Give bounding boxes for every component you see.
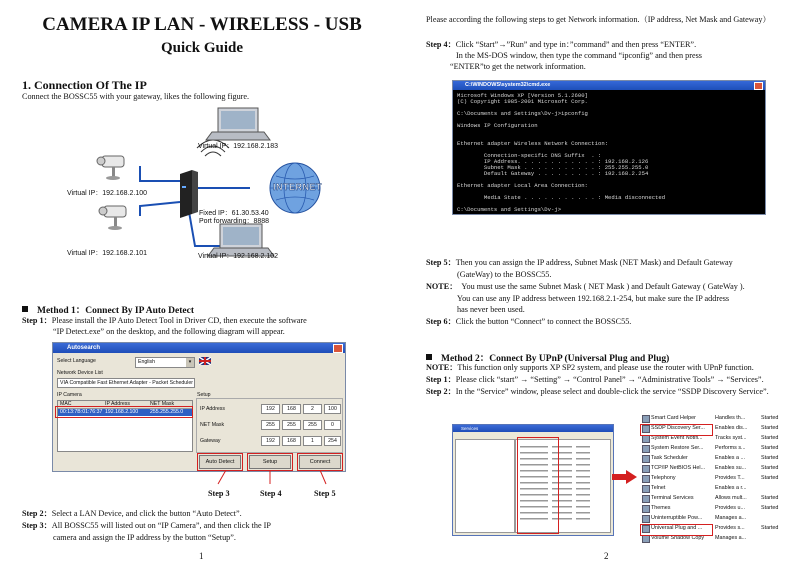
ssdp-highlight <box>640 424 713 436</box>
service-name: Terminal Services <box>651 495 694 501</box>
step-arrows <box>0 470 404 490</box>
service-description: Allows mult... <box>715 495 747 501</box>
service-name: Themes <box>651 505 671 511</box>
autosearch-titlebar <box>53 343 345 353</box>
service-name: Volume Shadow Copy <box>651 535 705 541</box>
step1-label: Step 1： <box>22 316 52 325</box>
ip-octet-4[interactable]: 100 <box>324 404 341 414</box>
setup-button[interactable]: Setup <box>249 455 291 469</box>
service-name: Uninterruptible Pow... <box>651 515 703 521</box>
cmd-line: C:\Documents and Settings\Dv-j>ipconfig <box>457 110 588 117</box>
step3-label: Step 3： <box>22 521 52 530</box>
network-device-list-label: Network Device List <box>57 370 103 376</box>
step5-text: Then you can assign the IP address, Subnet Mask (NET Mask) and Default Gateway <box>455 258 733 267</box>
mask-octet-2[interactable]: 255 <box>282 420 301 430</box>
service-name: Telephony <box>651 475 676 481</box>
laptop-bottom-icon <box>208 224 274 256</box>
service-description: Handles th... <box>715 415 746 421</box>
zoom-arrow <box>612 470 638 484</box>
service-row[interactable] <box>639 503 789 513</box>
service-description: Enables su... <box>715 465 747 471</box>
service-row[interactable] <box>639 493 789 503</box>
camera-2-icon <box>99 206 126 230</box>
mask-octet-1[interactable]: 255 <box>261 420 280 430</box>
document-title: CAMERA IP LAN - WIRELESS - USB <box>42 14 362 35</box>
connect-button[interactable]: Connect <box>299 455 341 469</box>
bullet-square-icon <box>426 354 432 360</box>
document-subtitle: Quick Guide <box>160 40 244 56</box>
method1-heading <box>22 302 194 316</box>
service-name: TCP/IP NetBIOS Hel... <box>651 465 706 471</box>
service-row[interactable] <box>639 453 789 463</box>
section1-heading: 1. Connection Of The IP <box>22 78 147 92</box>
step2-line <box>22 509 242 520</box>
ip-octet-3[interactable]: 2 <box>303 404 322 414</box>
cmd-line: (C) Copyright 1985-2001 Microsoft Corp. <box>457 98 588 105</box>
gear-icon <box>642 495 650 503</box>
row-mac: 00:13:7B:01:76:37 <box>60 409 103 415</box>
cmd-title: C:\WINDOWS\system32\cmd.exe <box>465 82 551 88</box>
service-description: Provides T... <box>715 475 745 481</box>
connect-highlight <box>297 453 343 471</box>
language-select[interactable] <box>135 357 195 368</box>
service-status: Started <box>761 525 779 531</box>
mask-octet-3[interactable]: 255 <box>303 420 322 430</box>
cmd-output <box>453 90 765 214</box>
method2-heading-text: Method 2：Connect By UPnP (Universal Plug and Plug) <box>441 354 670 364</box>
service-status: Started <box>761 465 779 471</box>
autosearch-window <box>52 342 346 472</box>
service-status: Started <box>761 425 779 431</box>
note2-text: This function only supports XP SP2 system, and please use the router with UPnP function. <box>457 363 754 372</box>
step4-line3: “ENTER”to get the network information. <box>450 62 586 71</box>
gw-octet-2[interactable]: 168 <box>282 436 301 446</box>
service-status: Started <box>761 445 779 451</box>
select-language-label: Select Language <box>57 358 96 364</box>
note-line1 <box>426 282 745 293</box>
cmd-window <box>452 80 766 215</box>
step1-line1 <box>22 316 307 327</box>
gw-octet-4[interactable]: 254 <box>324 436 341 446</box>
row-ip: 192.168.2.100 <box>105 409 139 415</box>
mask-octet-4[interactable]: 0 <box>324 420 341 430</box>
virtual-ip-100-label: Virtual IP：192.168.2.100 <box>67 190 148 197</box>
auto-detect-button[interactable]: Auto Detect <box>199 455 241 469</box>
port-forwarding-label: Port forwarding：8888 <box>199 218 270 225</box>
cmd-line: Microsoft Windows XP [Version 5.1.2600] <box>457 92 588 99</box>
setup-highlight <box>247 453 293 471</box>
language-value: English <box>138 359 156 365</box>
service-row[interactable] <box>639 513 789 523</box>
service-description: Manages a... <box>715 515 747 521</box>
m2-step1-label: Step 1： <box>426 375 456 384</box>
step4-label: Step 4： <box>426 40 456 49</box>
note2-label: NOTE： <box>426 363 458 372</box>
service-description: Provides s... <box>715 525 745 531</box>
gear-icon <box>642 465 650 473</box>
cmd-line: Media State . . . . . . . . . . . : Media disconnected <box>457 194 666 201</box>
service-name: Universal Plug and ... <box>651 525 703 531</box>
m2-step2-text: In the “Service” window, please select and double-click the service “SSDP Discovery Service”. <box>455 387 769 396</box>
ip-octet-1[interactable]: 192 <box>261 404 280 414</box>
ip-address-label: IP Address <box>200 406 225 412</box>
m2-step2-line <box>426 387 769 398</box>
step1-line2: “IP Detect.exe” on the desktop, and the following diagram will appear. <box>53 327 285 336</box>
cmd-line: IP Address. . . . . . . . . . . . : 192.168.2.126 <box>457 158 649 165</box>
step6-line <box>426 317 631 328</box>
gear-icon <box>642 515 650 523</box>
gw-octet-1[interactable]: 192 <box>261 436 280 446</box>
step5-label: Step 5： <box>426 258 456 267</box>
service-name: System Event Notifi... <box>651 435 703 441</box>
services-tree[interactable] <box>455 439 515 533</box>
service-name: Task Scheduler <box>651 455 688 461</box>
service-name: Telnet <box>651 485 666 491</box>
gear-icon <box>642 455 650 463</box>
method1-heading-text: Method 1：Connect By IP Auto Detect <box>37 306 194 316</box>
step6-text: Click the button “Connect” to connect the BOSSC55. <box>455 317 632 326</box>
camera-row-highlight <box>55 406 193 418</box>
note-line2: You can use any IP address between 192.168.2.1-254, but make sure the IP address <box>457 294 730 303</box>
step5-caption: Step 5 <box>314 489 336 498</box>
service-name: System Restore Ser... <box>651 445 704 451</box>
step3-text: All BOSSC55 will listed out on “IP Camera”, and then click the IP <box>51 521 271 530</box>
services-titlebar: Services <box>453 425 613 432</box>
services-list-highlight <box>517 437 559 534</box>
gear-icon <box>642 535 650 543</box>
bullet-square-icon <box>22 306 28 312</box>
cmd-line: Subnet Mask . . . . . . . . . . . : 255.255.255.0 <box>457 164 649 171</box>
cmd-line: Ethernet adapter Local Area Connection: <box>457 182 588 189</box>
ip-camera-label: IP Camera <box>57 392 82 398</box>
m2-step2-label: Step 2： <box>426 387 456 396</box>
step3-line2: camera and assign the IP address by the button “Setup”. <box>53 533 236 542</box>
device-value: VIA Compatible Fast Ethernet Adapter - Packet Scheduler <box>60 380 193 386</box>
gear-icon <box>642 415 650 423</box>
service-status: Started <box>761 455 779 461</box>
service-description: Manages a... <box>715 535 747 541</box>
step2-label: Step 2： <box>22 509 52 518</box>
note-line3: has never been used. <box>457 305 525 314</box>
m2-step1-text: Please click “start” → “Setting” → “Control Panel” → “Administrative Tools” → “Services”. <box>455 375 764 384</box>
close-icon[interactable] <box>333 344 343 353</box>
service-description: Enables dis... <box>715 425 748 431</box>
network-diagram <box>67 106 380 276</box>
service-status: Started <box>761 495 779 501</box>
cmd-line: Ethernet adapter Wireless Network Connection: <box>457 140 609 147</box>
virtual-ip-102-label: Virtual IP：192.168.2.102 <box>198 253 279 260</box>
page-number-2: 2 <box>604 551 609 561</box>
services-window <box>452 424 614 536</box>
service-status: Started <box>761 505 779 511</box>
gear-icon <box>642 485 650 493</box>
step4-line1 <box>426 40 696 51</box>
service-description: Enables a r... <box>715 485 747 491</box>
cmd-line: Connection-specific DNS Suffix . : <box>457 152 602 159</box>
service-row[interactable] <box>639 414 789 423</box>
note2-line <box>426 363 754 374</box>
intro-text: Please according the following steps to get Network information.（IP address, Net Mask and Gateway） <box>426 15 771 24</box>
service-row[interactable] <box>639 463 789 473</box>
service-status: Started <box>761 435 779 441</box>
method2-heading <box>426 350 669 364</box>
page-number-1: 1 <box>199 551 204 561</box>
step3-caption: Step 3 <box>208 489 230 498</box>
step1-text: Please install the IP Auto Detect Tool in Driver CD, then execute the software <box>51 316 307 325</box>
note-text: You must use the same Subnet Mask ( NET Mask ) and Default Gateway ( GateWay ). <box>461 282 745 291</box>
service-description: Provides u... <box>715 505 745 511</box>
virtual-ip-183-label: Virtual IP：192.168.2.183 <box>198 143 279 150</box>
col-net-mask: NET Mask <box>150 401 175 407</box>
cmd-titlebar <box>453 81 765 90</box>
service-description: Tracks syst... <box>715 435 747 441</box>
service-description: Performs s... <box>715 445 746 451</box>
setup-group-label: Setup <box>197 392 211 398</box>
uk-flag-icon <box>199 357 211 365</box>
upnp-highlight <box>640 524 713 536</box>
step3-line1 <box>22 521 271 532</box>
service-row[interactable] <box>639 483 789 493</box>
service-status: Started <box>761 475 779 481</box>
step5-line2: (GateWay) to the BOSSC55. <box>457 270 552 279</box>
cmd-line: Windows IP Configuration <box>457 122 538 129</box>
step2-text: Select a LAN Device, and click the button “Auto Detect”. <box>51 509 242 518</box>
service-row[interactable] <box>639 473 789 483</box>
service-description: Enables a ... <box>715 455 745 461</box>
note-label: NOTE： <box>426 282 458 291</box>
fixed-ip-label: Fixed IP：61.30.53.40 <box>199 210 269 217</box>
service-name: Smart Card Helper <box>651 415 696 421</box>
step6-label: Step 6： <box>426 317 456 326</box>
router-icon <box>180 170 198 218</box>
service-row[interactable] <box>639 443 789 453</box>
gateway-label: Gateway <box>200 438 221 444</box>
service-name: SSDP Discovery Ser... <box>651 425 705 431</box>
cmd-line: Default Gateway . . . . . . . . . : 192.168.2.254 <box>457 170 649 177</box>
virtual-ip-101-label: Virtual IP：192.168.2.101 <box>67 250 148 257</box>
step4-text: Click “Start”→”Run” and type in：”command” and then press “ENTER”. <box>455 40 697 49</box>
m2-step1-line <box>426 375 764 386</box>
col-ip-address: IP Address <box>105 401 130 407</box>
ip-octet-2[interactable]: 168 <box>282 404 301 414</box>
laptop-top-icon <box>206 108 270 140</box>
uk-flag-graphic <box>199 357 211 365</box>
device-select[interactable] <box>57 378 195 388</box>
step4-caption: Step 4 <box>260 489 282 498</box>
gear-icon <box>642 475 650 483</box>
autosearch-title: Autosearch <box>67 345 101 351</box>
gw-octet-3[interactable]: 1 <box>303 436 322 446</box>
gear-icon <box>642 435 650 443</box>
auto-detect-highlight <box>197 453 243 471</box>
section1-text: Connect the BOSSC55 with your gateway, likes the following figure. <box>22 92 250 101</box>
col-mac: MAC <box>60 401 72 407</box>
row-mask: 255.255.255.0 <box>150 409 184 415</box>
camera-1-icon <box>97 156 124 180</box>
gear-icon <box>642 505 650 513</box>
gear-icon <box>642 445 650 453</box>
internet-label: INTERNET <box>273 182 322 192</box>
step4-line2: In the MS-DOS window, then type the command “ipconfig” and then press <box>456 51 702 60</box>
service-status: Started <box>761 415 779 421</box>
net-mask-label: NET Mask <box>200 422 225 428</box>
cmd-line: C:\Documents and Settings\Dv-j> <box>457 206 562 213</box>
step5-line1 <box>426 258 733 269</box>
chevron-down-icon[interactable]: ▾ <box>186 358 194 367</box>
close-icon[interactable] <box>754 82 763 90</box>
